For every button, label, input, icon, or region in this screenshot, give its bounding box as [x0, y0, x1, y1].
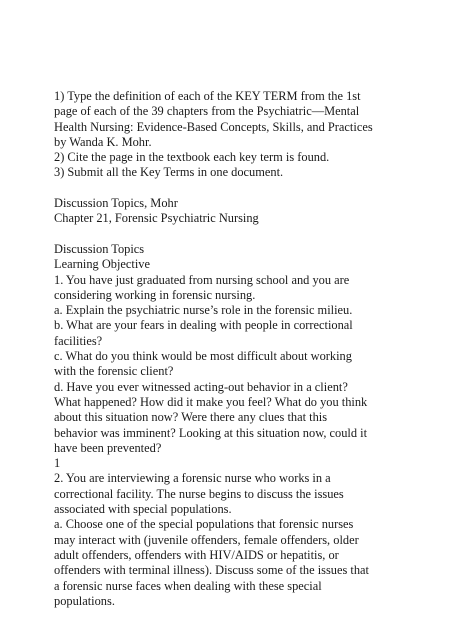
blank-line — [54, 227, 449, 242]
text-line: 2) Cite the page in the textbook each key term is found. — [54, 150, 330, 165]
text-line: a. Explain the psychiatric nurse’s role in the forensic milieu. — [54, 303, 353, 318]
text-line: Health Nursing: Evidence-Based Concepts, Skills, and Practices — [54, 119, 373, 134]
text-line: c. What do you think would be most difficult about working — [54, 349, 352, 364]
text-line: correctional facility. The nurse begins to discuss the issues — [54, 486, 344, 501]
text-line: a. Choose one of the special populations that forensic nurses — [54, 517, 354, 532]
text-line: populations. — [54, 593, 115, 608]
text-line: What happened? How did it make you feel? What do you think — [54, 394, 368, 409]
chapter-title: Chapter 21, Forensic Psychiatric Nursing — [54, 211, 259, 226]
text-line: 3) Submit all the Key Terms in one document. — [54, 165, 284, 180]
text-line: page of each of the 39 chapters from the Psychiatric—Mental — [54, 104, 360, 119]
text-line: offenders with terminal illness). Discuss some of the issues that — [54, 563, 369, 578]
text-line: about this situation now? Were there any clues that this — [54, 410, 328, 425]
text-line: 2. You are interviewing a forensic nurse who works in a — [54, 471, 331, 486]
text-line: 1) Type the definition of each of the KEY TERM from the 1st — [54, 89, 361, 103]
text-line: facilities? — [54, 333, 103, 348]
text-line: associated with special populations. — [54, 502, 232, 517]
text-line: adult offenders, offenders with HIV/AIDS or hepatitis, or — [54, 547, 339, 562]
text-line: 1. You have just graduated from nursing school and you are — [54, 272, 350, 287]
text-line: with the forensic client? — [54, 364, 174, 379]
document-body — [54, 89, 449, 609]
blank-line — [54, 181, 449, 196]
subheading: Learning Objective — [54, 257, 150, 272]
section-heading: Discussion Topics, Mohr — [54, 196, 178, 211]
text-line: by Wanda K. Mohr. — [54, 134, 152, 149]
page-number: 1 — [54, 456, 61, 471]
text-line: b. What are your fears in dealing with people in correctional — [54, 318, 353, 333]
text-line: have been prevented? — [54, 440, 162, 455]
section-heading: Discussion Topics — [54, 241, 145, 256]
text-line: a forensic nurse faces when dealing with these special — [54, 578, 322, 593]
text-line: may interact with (juvenile offenders, female offenders, older — [54, 532, 359, 547]
text-line: behavior was imminent? Looking at this situation now, could it — [54, 425, 368, 440]
text-line: d. Have you ever witnessed acting-out behavior in a client? — [54, 379, 348, 394]
text-line: considering working in forensic nursing. — [54, 287, 256, 302]
